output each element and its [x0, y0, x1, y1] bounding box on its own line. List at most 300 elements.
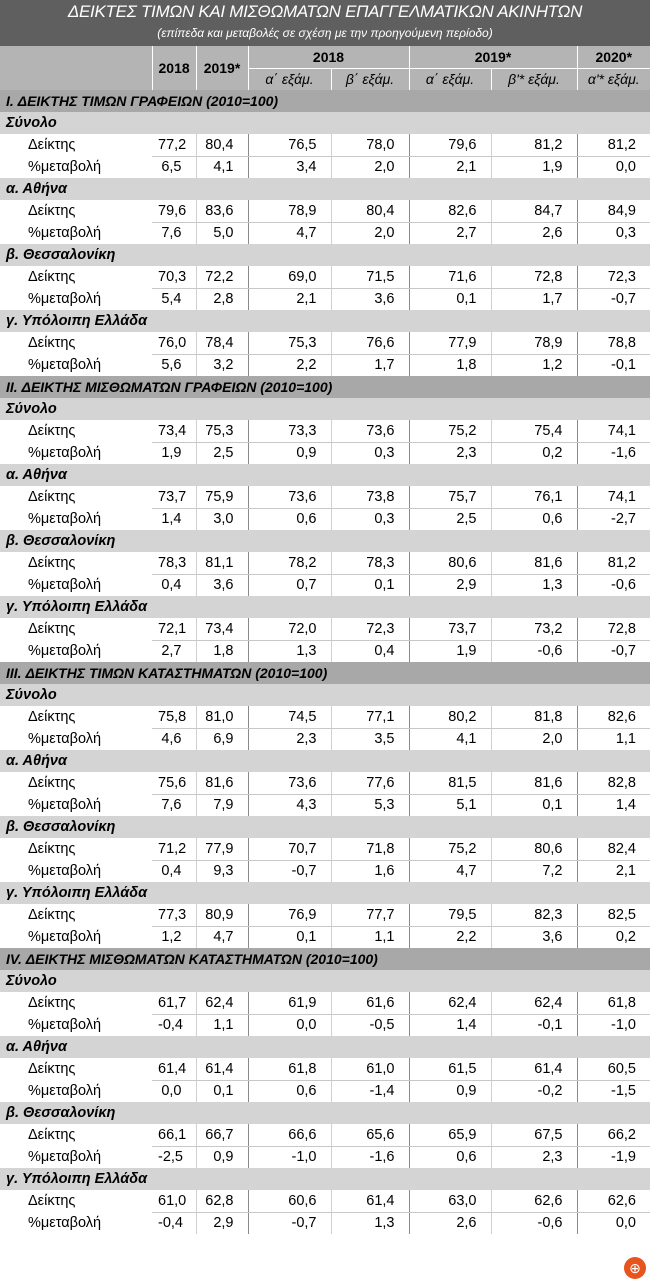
row-label: Δείκτης [28, 555, 76, 571]
value-cell: 1,2 [161, 929, 182, 946]
value-cell: 66,7 [196, 1124, 248, 1146]
value-cell: 71,5 [331, 266, 409, 288]
header-empty-cell [0, 46, 152, 90]
section-header [0, 662, 650, 684]
value-cell: 78,9 [248, 200, 331, 222]
table-row [0, 640, 650, 662]
value-cell: 80,6 [491, 838, 577, 860]
group-name: β. Θεσσαλονίκη [0, 816, 650, 838]
value-cell: 4,7 [196, 926, 248, 948]
value-cell: 75,2 [409, 838, 491, 860]
value-cell: 72,3 [331, 618, 409, 640]
row-label: %μεταβολή [28, 1083, 102, 1099]
section-title: III. ΔΕΙΚΤΗΣ ΤΙΜΩΝ ΚΑΤΑΣΤΗΜΑΤΩΝ (2010=100) [0, 662, 650, 684]
value-cell: 1,9 [491, 156, 577, 178]
header-2019: 2019* [196, 46, 248, 90]
table-row [0, 200, 650, 222]
row-label: %μεταβολή [28, 643, 102, 659]
value-cell: 77,9 [409, 332, 491, 354]
row-label: %μεταβολή [28, 797, 102, 813]
zoom-in-icon[interactable]: ⊕ [624, 1257, 646, 1279]
group-name: Σύνολο [0, 112, 650, 134]
value-cell: 2,3 [409, 442, 491, 464]
value-cell: 80,9 [196, 904, 248, 926]
section-header [0, 376, 650, 398]
value-cell: 67,5 [491, 1124, 577, 1146]
value-cell: -0,6 [491, 640, 577, 662]
header-2018: 2018 [152, 46, 196, 90]
value-cell: 76,0 [152, 332, 196, 354]
row-label: %μεταβολή [28, 445, 102, 461]
table-row [0, 332, 650, 354]
table-row [0, 442, 650, 464]
value-cell: 2,7 [409, 222, 491, 244]
group-name: α. Αθήνα [0, 1036, 650, 1058]
row-label: Δείκτης [28, 1127, 76, 1143]
group-name: β. Θεσσαλονίκη [0, 244, 650, 266]
value-cell: 2,2 [248, 354, 331, 376]
value-cell: 0,6 [248, 1080, 331, 1102]
value-cell: 2,9 [409, 574, 491, 596]
value-cell: -0,7 [248, 860, 331, 882]
value-cell: 1,1 [331, 926, 409, 948]
value-cell: 83,6 [196, 200, 248, 222]
value-cell: 69,0 [248, 266, 331, 288]
value-cell: 75,3 [196, 420, 248, 442]
value-cell: -0,1 [577, 354, 650, 376]
value-cell: 73,4 [152, 420, 196, 442]
group-name: β. Θεσσαλονίκη [0, 530, 650, 552]
group-name: γ. Υπόλοιπη Ελλάδα [0, 596, 650, 618]
table-row [0, 706, 650, 728]
value-cell: 62,4 [196, 992, 248, 1014]
value-cell: 76,5 [248, 134, 331, 156]
value-cell: 1,8 [409, 354, 491, 376]
header-2018-h1: α΄ εξάμ. [248, 68, 331, 90]
row-label: %μεταβολή [28, 159, 102, 175]
value-cell: 84,9 [577, 200, 650, 222]
value-cell: 4,1 [196, 156, 248, 178]
value-cell: 82,6 [577, 706, 650, 728]
value-cell: 81,2 [491, 134, 577, 156]
value-cell: 73,8 [331, 486, 409, 508]
value-cell: 81,2 [577, 134, 650, 156]
value-cell: 72,0 [248, 618, 331, 640]
value-cell: 82,3 [491, 904, 577, 926]
value-cell: 1,8 [196, 640, 248, 662]
value-cell: 7,2 [491, 860, 577, 882]
value-cell: 2,0 [331, 156, 409, 178]
value-cell: 74,1 [577, 486, 650, 508]
value-cell: 1,3 [331, 1212, 409, 1234]
group-name: α. Αθήνα [0, 178, 650, 200]
value-cell: 1,7 [331, 354, 409, 376]
value-cell: 73,6 [248, 486, 331, 508]
group-name: α. Αθήνα [0, 464, 650, 486]
row-label: %μεταβολή [28, 1017, 102, 1033]
value-cell: 71,8 [331, 838, 409, 860]
value-cell: 0,9 [196, 1146, 248, 1168]
value-cell: -0,7 [577, 288, 650, 310]
value-cell: 2,3 [491, 1146, 577, 1168]
value-cell: -0,2 [491, 1080, 577, 1102]
row-label: %μεταβολή [28, 291, 102, 307]
row-label: Δείκτης [28, 775, 76, 791]
value-cell: 2,6 [491, 222, 577, 244]
table-subtitle: (επίπεδα και μεταβολές σε σχέση με την προηγούμενη περίοδο) [157, 26, 493, 40]
value-cell: 79,6 [152, 200, 196, 222]
value-cell: 5,4 [161, 291, 182, 308]
value-cell: 80,4 [331, 200, 409, 222]
row-label: Δείκτης [28, 335, 76, 351]
value-cell: -0,5 [331, 1014, 409, 1036]
value-cell: 81,5 [409, 772, 491, 794]
value-cell: -0,6 [577, 574, 650, 596]
group-header [0, 882, 650, 904]
value-cell: 7,6 [161, 797, 182, 814]
section-title: IV. ΔΕΙΚΤΗΣ ΜΙΣΘΩΜΑΤΩΝ ΚΑΤΑΣΤΗΜΑΤΩΝ (2010=100) [0, 948, 650, 970]
value-cell: 0,2 [577, 926, 650, 948]
value-cell: 62,6 [577, 1190, 650, 1212]
table-row [0, 838, 650, 860]
value-cell: -2,7 [577, 508, 650, 530]
value-cell: 78,3 [331, 552, 409, 574]
value-cell: 4,7 [248, 222, 331, 244]
value-cell: 0,1 [248, 926, 331, 948]
value-cell: 60,5 [577, 1058, 650, 1080]
value-cell: 80,6 [409, 552, 491, 574]
value-cell: 0,1 [196, 1080, 248, 1102]
row-label: %μεταβολή [28, 577, 102, 593]
value-cell: 0,3 [577, 222, 650, 244]
value-cell: 82,8 [577, 772, 650, 794]
value-cell: 0,1 [491, 794, 577, 816]
row-label: Δείκτης [28, 203, 76, 219]
value-cell: 75,7 [409, 486, 491, 508]
row-label: Δείκτης [28, 709, 76, 725]
group-header [0, 398, 650, 420]
value-cell: 0,0 [248, 1014, 331, 1036]
section-title: II. ΔΕΙΚΤΗΣ ΜΙΣΘΩΜΑΤΩΝ ΓΡΑΦΕΙΩΝ (2010=100) [0, 376, 650, 398]
table-row [0, 134, 650, 156]
row-label: Δείκτης [28, 1061, 76, 1077]
value-cell: -2,5 [158, 1149, 183, 1166]
value-cell: 66,6 [248, 1124, 331, 1146]
value-cell: 78,4 [196, 332, 248, 354]
value-cell: 1,3 [491, 574, 577, 596]
value-cell: 2,1 [577, 860, 650, 882]
value-cell: 63,0 [409, 1190, 491, 1212]
row-label: Δείκτης [28, 995, 76, 1011]
value-cell: 73,7 [409, 618, 491, 640]
row-label: %μεταβολή [28, 929, 102, 945]
value-cell: 2,5 [196, 442, 248, 464]
table-row [0, 156, 650, 178]
value-cell: 0,3 [331, 508, 409, 530]
table-row [0, 486, 650, 508]
value-cell: 3,0 [196, 508, 248, 530]
value-cell: 79,5 [409, 904, 491, 926]
value-cell: -0,7 [577, 640, 650, 662]
value-cell: 9,3 [196, 860, 248, 882]
value-cell: 4,6 [161, 731, 182, 748]
group-header [0, 178, 650, 200]
value-cell: 61,0 [152, 1190, 196, 1212]
value-cell: 62,8 [196, 1190, 248, 1212]
value-cell: 2,1 [248, 288, 331, 310]
value-cell: 4,1 [409, 728, 491, 750]
row-label: %μεταβολή [28, 357, 102, 373]
group-name: Σύνολο [0, 398, 650, 420]
value-cell: 80,4 [196, 134, 248, 156]
header-2019-h2: β'* εξάμ. [491, 68, 577, 90]
value-cell: 61,4 [196, 1058, 248, 1080]
value-cell: 61,8 [577, 992, 650, 1014]
value-cell: 1,1 [196, 1014, 248, 1036]
value-cell: 73,3 [248, 420, 331, 442]
row-label: Δείκτης [28, 841, 76, 857]
header-2020-h1: α'* εξάμ. [577, 68, 650, 90]
table-row [0, 1212, 650, 1234]
value-cell: 1,4 [409, 1014, 491, 1036]
group-header [0, 684, 650, 706]
value-cell: 2,5 [409, 508, 491, 530]
row-label: Δείκτης [28, 423, 76, 439]
value-cell: 73,7 [152, 486, 196, 508]
value-cell: 78,0 [331, 134, 409, 156]
value-cell: 6,5 [161, 159, 182, 176]
value-cell: 75,2 [409, 420, 491, 442]
group-name: α. Αθήνα [0, 750, 650, 772]
value-cell: -1,9 [577, 1146, 650, 1168]
value-cell: 62,4 [409, 992, 491, 1014]
value-cell: 3,4 [248, 156, 331, 178]
group-name: γ. Υπόλοιπη Ελλάδα [0, 882, 650, 904]
value-cell: 65,9 [409, 1124, 491, 1146]
value-cell: 0,9 [248, 442, 331, 464]
value-cell: 1,4 [577, 794, 650, 816]
group-header [0, 244, 650, 266]
value-cell: 3,6 [331, 288, 409, 310]
value-cell: 71,6 [409, 266, 491, 288]
value-cell: 7,9 [196, 794, 248, 816]
value-cell: 0,3 [331, 442, 409, 464]
value-cell: -0,4 [158, 1215, 183, 1232]
table-row [0, 552, 650, 574]
header-group-2018: 2018 [248, 46, 409, 68]
value-cell: 61,4 [491, 1058, 577, 1080]
row-label: %μεταβολή [28, 1215, 102, 1231]
group-header [0, 1168, 650, 1190]
group-header [0, 750, 650, 772]
value-cell: 6,9 [196, 728, 248, 750]
table-row [0, 860, 650, 882]
value-cell: 1,6 [331, 860, 409, 882]
header-2018-h2: β΄ εξάμ. [331, 68, 409, 90]
value-cell: -1,6 [331, 1146, 409, 1168]
value-cell: 0,4 [161, 577, 182, 594]
value-cell: 1,1 [577, 728, 650, 750]
row-label: %μεταβολή [28, 1149, 102, 1165]
row-label: Δείκτης [28, 1193, 76, 1209]
table-row [0, 1058, 650, 1080]
value-cell: 76,1 [491, 486, 577, 508]
value-cell: 72,1 [152, 618, 196, 640]
value-cell: -1,4 [331, 1080, 409, 1102]
row-label: Δείκτης [28, 621, 76, 637]
value-cell: 61,5 [409, 1058, 491, 1080]
value-cell: 60,6 [248, 1190, 331, 1212]
section-header [0, 90, 650, 112]
value-cell: 2,0 [491, 728, 577, 750]
value-cell: 72,2 [196, 266, 248, 288]
value-cell: 72,8 [577, 618, 650, 640]
value-cell: 81,0 [196, 706, 248, 728]
header-group-2019: 2019* [409, 46, 577, 68]
value-cell: 66,1 [152, 1124, 196, 1146]
value-cell: 72,8 [491, 266, 577, 288]
value-cell: 2,6 [409, 1212, 491, 1234]
row-label: %μεταβολή [28, 511, 102, 527]
value-cell: -1,5 [577, 1080, 650, 1102]
table-row [0, 1014, 650, 1036]
value-cell: 3,6 [196, 574, 248, 596]
row-label: %μεταβολή [28, 863, 102, 879]
value-cell: 1,2 [491, 354, 577, 376]
value-cell: 77,1 [331, 706, 409, 728]
value-cell: 73,6 [331, 420, 409, 442]
value-cell: 80,2 [409, 706, 491, 728]
value-cell: 0,0 [577, 156, 650, 178]
table-row [0, 728, 650, 750]
value-cell: 5,6 [161, 357, 182, 374]
value-cell: 77,6 [331, 772, 409, 794]
group-header [0, 112, 650, 134]
row-label: Δείκτης [28, 907, 76, 923]
table-row [0, 904, 650, 926]
value-cell: 77,9 [196, 838, 248, 860]
value-cell: 78,3 [152, 552, 196, 574]
value-cell: 1,3 [248, 640, 331, 662]
value-cell: 2,8 [196, 288, 248, 310]
group-name: Σύνολο [0, 970, 650, 992]
value-cell: 0,6 [248, 508, 331, 530]
value-cell: 77,2 [152, 134, 196, 156]
value-cell: 79,6 [409, 134, 491, 156]
value-cell: 65,6 [331, 1124, 409, 1146]
value-cell: 2,1 [409, 156, 491, 178]
table-row [0, 992, 650, 1014]
value-cell: 70,3 [152, 266, 196, 288]
table-row [0, 1190, 650, 1212]
value-cell: 62,4 [491, 992, 577, 1014]
value-cell: 0,7 [248, 574, 331, 596]
value-cell: 61,9 [248, 992, 331, 1014]
value-cell: 2,7 [161, 643, 182, 660]
table-row [0, 222, 650, 244]
table-row [0, 926, 650, 948]
value-cell: 3,2 [196, 354, 248, 376]
value-cell: 7,6 [161, 225, 182, 242]
value-cell: 76,9 [248, 904, 331, 926]
value-cell: 61,4 [152, 1058, 196, 1080]
value-cell: 61,7 [152, 992, 196, 1014]
group-name: γ. Υπόλοιπη Ελλάδα [0, 310, 650, 332]
value-cell: 0,4 [161, 863, 182, 880]
value-cell: 77,7 [331, 904, 409, 926]
value-cell: 4,3 [248, 794, 331, 816]
value-cell: 73,6 [248, 772, 331, 794]
value-cell: 62,6 [491, 1190, 577, 1212]
group-header [0, 970, 650, 992]
value-cell: 0,0 [161, 1083, 182, 1100]
group-name: β. Θεσσαλονίκη [0, 1102, 650, 1124]
value-cell: 66,2 [577, 1124, 650, 1146]
value-cell: 5,1 [409, 794, 491, 816]
value-cell: 0,2 [491, 442, 577, 464]
group-header [0, 464, 650, 486]
value-cell: 70,7 [248, 838, 331, 860]
table-row [0, 1080, 650, 1102]
value-cell: 75,3 [248, 332, 331, 354]
value-cell: 82,5 [577, 904, 650, 926]
group-name: γ. Υπόλοιπη Ελλάδα [0, 1168, 650, 1190]
group-header [0, 310, 650, 332]
value-cell: 1,9 [161, 445, 182, 462]
section-title: I. ΔΕΙΚΤΗΣ ΤΙΜΩΝ ΓΡΑΦΕΙΩΝ (2010=100) [0, 90, 650, 112]
group-header [0, 1036, 650, 1058]
value-cell: 81,2 [577, 552, 650, 574]
value-cell: 3,5 [331, 728, 409, 750]
value-cell: 0,4 [331, 640, 409, 662]
value-cell: -0,1 [491, 1014, 577, 1036]
value-cell: 0,1 [331, 574, 409, 596]
value-cell: 78,9 [491, 332, 577, 354]
table-row [0, 772, 650, 794]
table-row [0, 1146, 650, 1168]
value-cell: 81,1 [196, 552, 248, 574]
header-group-2020: 2020* [577, 46, 650, 68]
value-cell: 75,9 [196, 486, 248, 508]
value-cell: 71,2 [152, 838, 196, 860]
value-cell: -0,6 [491, 1212, 577, 1234]
table-row [0, 354, 650, 376]
table-row [0, 508, 650, 530]
value-cell: 61,6 [331, 992, 409, 1014]
header-2019-h1: α΄ εξάμ. [409, 68, 491, 90]
value-cell: 74,5 [248, 706, 331, 728]
value-cell: 72,3 [577, 266, 650, 288]
table-row [0, 574, 650, 596]
section-header [0, 948, 650, 970]
value-cell: 81,8 [491, 706, 577, 728]
value-cell: 81,6 [491, 552, 577, 574]
value-cell: 84,7 [491, 200, 577, 222]
value-cell: 82,4 [577, 838, 650, 860]
value-cell: 75,6 [152, 772, 196, 794]
table-row [0, 266, 650, 288]
value-cell: 0,6 [409, 1146, 491, 1168]
value-cell: 81,6 [491, 772, 577, 794]
value-cell: -1,6 [577, 442, 650, 464]
table-row [0, 618, 650, 640]
value-cell: 1,9 [409, 640, 491, 662]
table-title: ΔΕΙΚΤΕΣ ΤΙΜΩΝ ΚΑΙ ΜΙΣΘΩΜΑΤΩΝ ΕΠΑΓΓΕΛΜΑΤΙΚΩΝ ΑΚΙΝΗΤΩΝ [67, 2, 583, 21]
table-row [0, 288, 650, 310]
group-name: Σύνολο [0, 684, 650, 706]
value-cell: 0,0 [577, 1212, 650, 1234]
table-row [0, 794, 650, 816]
